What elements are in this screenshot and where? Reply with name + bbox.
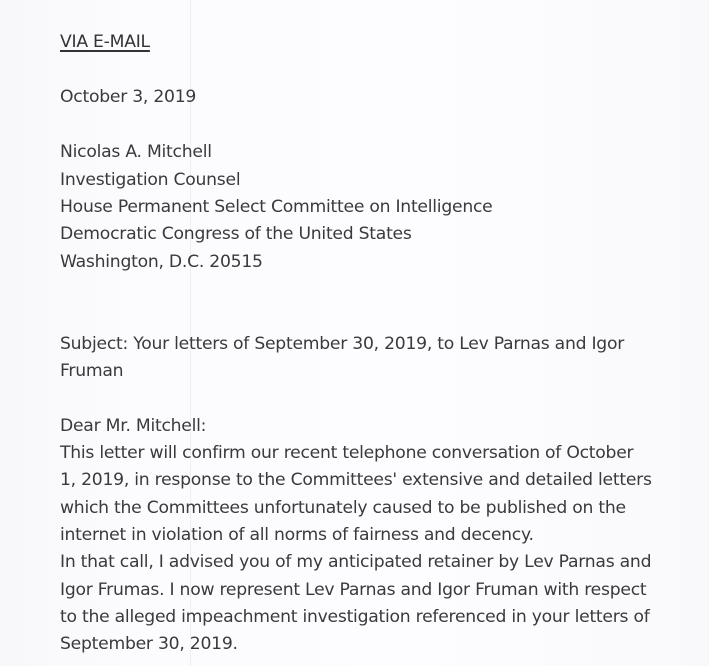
body-line: to the alleged impeachment investigation referenced in your letters of [60, 607, 650, 627]
recipient-committee: House Permanent Select Committee on Intelligence [60, 197, 493, 217]
body-line: which the Committees unfortunately caused to be published on the [60, 498, 626, 518]
subject-line: Subject: Your letters of September 30, 2019, to Lev Parnas and Igor [60, 334, 625, 354]
letter-date: October 3, 2019 [60, 87, 197, 107]
salutation: Dear Mr. Mitchell: [60, 416, 207, 436]
body-line: internet in violation of all norms of fairness and decency. [60, 525, 534, 545]
body-line: Igor Frumas. I now represent Lev Parnas and Igor Fruman with respect [60, 580, 647, 600]
body-line: In that call, I advised you of my anticipated retainer by Lev Parnas and [60, 552, 652, 572]
subject-line: Fruman [60, 361, 124, 381]
recipient-name: Nicolas A. Mitchell [60, 142, 212, 162]
recipient-address: Washington, D.C. 20515 [60, 252, 263, 272]
body-line: This letter will confirm our recent telephone conversation of October [60, 443, 634, 463]
recipient-title: Investigation Counsel [60, 170, 241, 190]
body-line: 1, 2019, in response to the Committees' extensive and detailed letters [60, 470, 652, 490]
delivery-method-heading: VIA E-MAIL [60, 32, 150, 52]
body-line: September 30, 2019. [60, 634, 238, 654]
recipient-organization: Democratic Congress of the United States [60, 224, 412, 244]
